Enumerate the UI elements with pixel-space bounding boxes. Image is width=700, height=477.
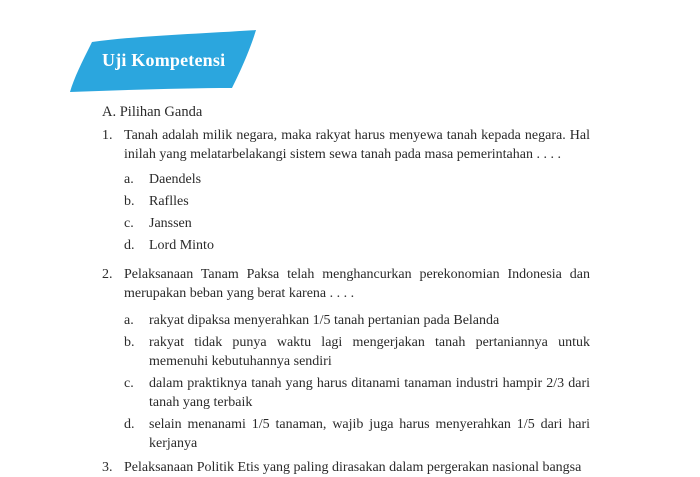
option-text: Daendels <box>149 172 202 187</box>
question-text: Pelaksanaan Tanam Paksa telah menghancurkan perekonomian Indonesia dan merupakan beban yang berat karena . . . . <box>124 267 590 301</box>
option-text: rakyat tidak punya waktu lagi mengerjakan tanah pertaniannya untuk memenuhi kebutuhannya sendiri <box>149 335 590 369</box>
option-letter: a. <box>124 313 134 328</box>
option-d[interactable] <box>124 236 590 255</box>
question-number: 3. <box>102 460 113 475</box>
option-d[interactable] <box>124 415 590 453</box>
option-letter: c. <box>124 216 134 231</box>
option-letter: b. <box>124 194 135 209</box>
option-letter: a. <box>124 172 134 187</box>
option-letter: d. <box>124 417 135 432</box>
option-a[interactable] <box>124 170 590 189</box>
question-text: Tanah adalah milik negara, maka rakyat harus menyewa tanah kepada negara. Hal inilah yang melatarbelakangi sistem sewa tanah pada masa pemerintahan . . . . <box>124 128 590 162</box>
option-b[interactable] <box>124 192 590 211</box>
question-number: 1. <box>102 128 113 143</box>
option-text: Janssen <box>149 216 192 231</box>
question-number: 2. <box>102 267 113 282</box>
page-title: Uji Kompetensi <box>102 50 226 70</box>
option-text: Raflles <box>149 194 189 209</box>
option-list <box>124 170 590 255</box>
question-3 <box>102 458 590 477</box>
option-letter: b. <box>124 335 135 350</box>
option-a[interactable] <box>124 311 590 330</box>
option-list <box>124 311 590 453</box>
option-text: dalam praktiknya tanah yang harus ditanami tanaman industri hampir 2/3 dari tanah yang terbaik <box>149 376 590 410</box>
option-c[interactable] <box>124 374 590 412</box>
section-heading: A. Pilihan Ganda <box>102 104 203 120</box>
option-text: Lord Minto <box>149 238 214 253</box>
section-banner <box>64 28 260 94</box>
option-b[interactable] <box>124 333 590 371</box>
question-2 <box>102 265 590 456</box>
question-1 <box>102 126 590 258</box>
option-c[interactable] <box>124 214 590 233</box>
option-letter: c. <box>124 376 134 391</box>
option-text: selain menanami 1/5 tanaman, wajib juga harus menyerahkan 1/5 dari hari kerjanya <box>149 417 590 451</box>
option-text: rakyat dipaksa menyerahkan 1/5 tanah pertanian pada Belanda <box>149 313 500 328</box>
option-letter: d. <box>124 238 135 253</box>
question-text: Pelaksanaan Politik Etis yang paling dirasakan dalam pergerakan nasional bangsa <box>124 460 582 475</box>
